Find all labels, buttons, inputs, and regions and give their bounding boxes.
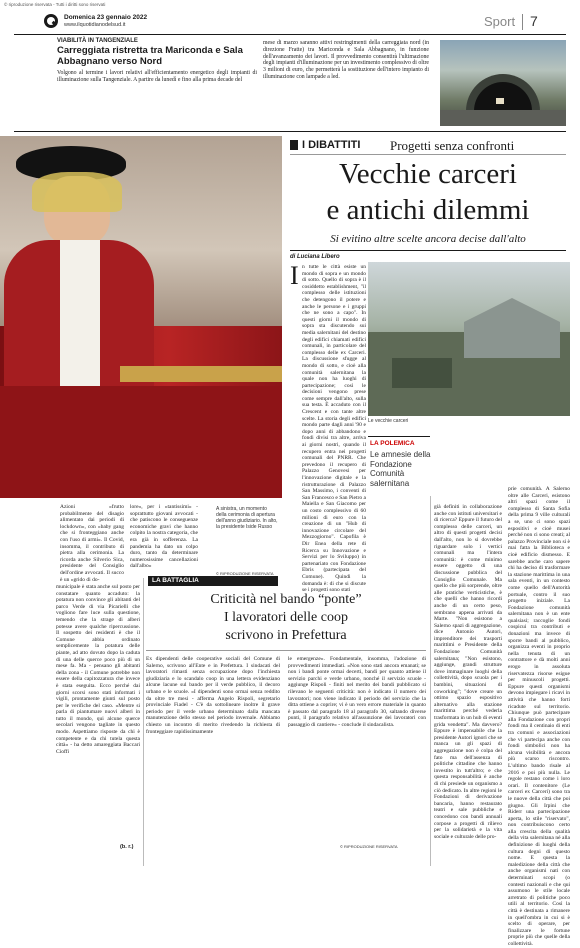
battaglia-col1: Ex dipendenti delle cooperative sociali del Comune di Salerno, scrivono all'Ente e in Prefettura. I sindacati del lavoratori rimasti senza occupazione dopo l'inchiesta giudiziaria e lo scandalo coop in una lettera evidenziano alcune lacune sul bando per il verde pubblico, il decoro urbano e le scuole. «I dipendenti sono ormai senza reddito da oltre tre mesi - afferma Angelo Rispoli, segretario provinciale Fiadel - C'è da sottolineare inoltre il grave periodo per il verde urbano determinato dalla mancata manutenzione dello stesso nel periodo invernale. Abbiamo chiesto un incontro di merito rivedendo la richiesta di fronteggiare rapidissimamente [146,656,280,735]
battaglia-headline-line2: I lavoratori delle coop [223,610,348,625]
masthead-divider [522,14,523,30]
polemica-text: Le amnesie della Fondazione Comunità salernitana [370,450,431,488]
page-number: 7 [530,13,538,29]
battaglia-signature: (b. r.) [120,844,134,850]
photo-caption: A sinistra, un momento della cerimonia di apertura dell'anno giudiziario. In alto, la presidente Iside Russo [216,506,278,530]
left-story-copyright: © RIPRODUZIONE RISERVATA [216,571,274,576]
top-article-rule [14,131,566,132]
battaglia-headline-line1: Criticità nel bando “ponte” [210,592,362,607]
issue-date: Domenica 23 gennaio 2022 [64,14,148,21]
dibattiti-kicker: Progetti senza confronti [390,138,515,153]
left-story-col2: lore», per i «tantissimi» - soprattutto giovani avvocati - che patiscono le conseguenze economiche gravi che hanno colpito la nostra categoria, che era già in sofferenza. La pandemia ha dato un colpo duro, tanto da determinare numerosissime cancellazioni dall'albo» [130,504,198,570]
battaglia-kicker: LA BATTAGLIA [152,577,199,584]
tunnel-photo [440,40,566,126]
byline: di Luciana Libero [290,254,340,260]
battaglia-left-column: municipale è stata anche sul posto per constatare quanto accaduto: la potatura non convince gli abitanti del parco Verde di via Picarielli che vogliono fare luce sulla questione, temendo che la strage di alberi potesse avere qualche ripercussione. Il sospetto dei residenti è che il Comune abbia ordinato semplicemente la potatura delle piante, ad atto dovuto dopo la caduta di una delle querce poco più di un mese fa. Ma - pensano gli abitanti della zona - il Comune potrebbe non essere della capitozzatura che invece è stata eseguita. Ecco perché dai giorni scorsi sono stati informati i vigili, prontamente giunti sul posto per le verifiche del caso. «Mentre si parla di piantumare nuovi alberi in tutto il mondo, qui alcune querce secolari vengono tagliate in questo modo. Aspettiamo risposte da chi è competente e da chi tutela questa città» - ha detto amareggiata Baccari Cioffi [56,584,140,755]
subhead-rule [290,250,566,251]
dibattiti-col-c: prie comunità. A Salerno oltre alle Carceri, esistono altri spazi come il complesso di Santa Sofia della prima 9 ville culturali a se, uno ci sono spazi espositivi e cioè musei perché non ci sono creati; al palazzo Provinciale non si è mai fatta la Biblioteca e cioè edificio dismesso. E sarebbe anche caro sapere chi ha deciso di trasformare la stazione marittima in una sala eventi, in un contesto come quello dell'Autorità portuale, contro il suo progetto iniziale. La Fondazione comunità salernitana non è un ente qualsiasi; raccoglie fondi cospicui tra contributi e donazioni ma invece di sporre bandi al pubblico, organizza eventi in proprio nella tenuta di un contrattore e dà molti anni erogo in assoluta riservatezza risorse esigue per minuscoli progetti. Eppure questi organismi devono impiegare i ricavi in attività che hanno forti ricadute sul territorio. Chiunque può partecipare alla Fondazione con propri fondi ma il centinaio di enti tra comuni e associazioni che vi partecipa anche con fondi simbolici non ha alcuna visibilità e ancora più scarso riscontro. L'ultimo bando risale al 2016 e poi più nulla. Le regole restano come i loro orari. Il contenitore (Le carceri ex Carceri) sono tra le nuove della città che poi giugno. Gli Irpini che Riderr una partecipazione aperta, lo stile "riservato", non contribuiscono certo alla crescita della qualità della vita salernitana né alla definizione di luoghi della cultura degni di questo nome. E questa la maledizione della città che anche organismi nati con determinati scopi (o contesti nazionali e che qui assumono le stile locale arretrato di politiche poco utili al territorio. Così la città è destinata a rimanere in quell'ombra in cui si è scelto di operare, per finalizzare le fortune proprie più che quelle della collettività. [508,486,571,947]
column-divider [430,496,431,866]
polemica-rule [368,436,430,437]
battaglia-headline-line3: scrivono in Prefettura [225,628,347,643]
dibattiti-section: I DIBATTITI [302,139,361,151]
prison-photo-caption: Le vecchie carceri [368,418,409,424]
dibattiti-col-a: n tutte le città esiste un mondo di sopra e un mondo di sotto. Quello di sopra è il cosiddetto establishment, "il complesso delle istituzioni che detengono il potere e anche le persone e i gruppi che ne sono a capo". In questi giorni il mondo di sopra sta discutendo sui media salernitani del destino degli edifici chiamati edifici comunali, in particolare del complesso delle ex Carceri. La discussione sfugge al mondo di sotto, e cioè alla comunità salernitana la quale non ha luoghi di partecipazione; così le decisioni vengono prese come sempre dall'alto, sulla sua testa. È accaduto con il Crescent e con tante altre scelte. La storia degli edifici mondo parte dagli anni '90 e dopo anni di abbandono e fondi divisi tra altre, arriva ai giorni nostri, quando il recupero entra nei progetti comunali del PNRR. Che prevedono il recupero di Palazzo Genovesi per l'innovazione digitale e la ristrutturazione di Palazzo San Massimo, i conventi di San Francesco e San Pietro a Maiella e San Giacomo per un costo complessivo di 60 milioni di euro con la creazione di un "Hub di innovazione circolare del Mezzogiorno". Capofila è Dir Enea della rete di Ricerca su Innovazione e Servizi per lo Sviluppo) in partenariato con Fondazione Ebris (partecipata del Comune). Quindi la domanda è: di che si discute se i progetti sono stati [302,264,366,594]
dibattiti-rule [290,154,566,155]
section-label: Sport [484,14,516,29]
dibattiti-subhead: Si evitino altre scelte ancora decise dall'alto [330,233,526,245]
top-article-headline: Carreggiata ristretta tra Mariconda e Sala Abbagnano verso Nord [57,45,243,67]
dibattiti-col-b: già definiti in collaborazione anche con istituti universitari e di ricerca? Eppure il futuro del complesso delle carceri, un altro di questi progetti decisi dall'alto, non lo si dovrebbe riguardare solo i vertici comunali ma l'intera comunità: è come minimo essere oggetto di una discussione pubblica del Consiglio Comunale. Ma quello che più sorprende, oltre alle pratiche verticistiche, è che quelli che hanno ricordi anche di un certo peso, sembrano appena arrivati da Marte. "Non esistono a Salerno spazi di aggregazione, dice Antonio Autori, imprenditore dei trasporti marittimi e Presidente della Fondazione Comunità salernitana; "Non esistono, aggiunge, grandi strutture dove immaginare luoghi della collettività, dopo scuola per i bambini, situazioni di coworking"; "dove creare un ottimo spazio espositivo alternativo alla stazione marittima perché vederla trasformata in un hub di eventi grida vendetta". Ma davvero? Eppure è impensabile che la presidente Autori ignori che se manca un gli spazi di aggregazione non è colpa del fato ma dell'assenza di politiche cittadine che hanno investito in tutt'altro; e che questa responsabilità è anche di chi presiede un organismo a ciò dedicato. In altre regioni le Fondazioni di derivazione bancaria, hanno restaurato teatri e sale pubbliche e concedono con bandi annuali corpose a progetti di rilievo per la solidarietà e la vita sociale e culturale delle pro- [434,504,502,840]
ceremony-photo [0,136,282,498]
battaglia-copyright: © RIPRODUZIONE RISERVATA [340,844,398,849]
battaglia-rule [146,650,426,651]
dibattiti-headline-line1: Vecchie carceri [339,158,517,190]
dibattiti-headline-line2: e antichi dilemmi [326,194,530,226]
top-article-kicker: VIABILITÀ IN TANGENZIALE [57,38,138,44]
left-story-col1: Azioni «frutto probabilmente del disagio alimentato dai periodi di lockdown», con «baby gang che si fronteggiano anche con l'uso di armi». Il Covid, insomma, il contributo di pietra alla cerimonia. La ricorda anche Silverio Sica, presidente del Consiglio dell'ordine avvocati. Il succo è un «grido di do- [60,504,124,583]
battaglia-divider [143,578,144,866]
section-marker [290,140,298,150]
newspaper-logo-icon [44,14,58,28]
rights-notice: © riproduzione riservata - Tutti i diritti sono riservati [4,2,106,7]
polemica-kicker: LA POLEMICA [370,440,415,447]
drop-cap: I [290,261,299,290]
battaglia-col2: le emergenze». Fondamentale, insomma, l'adozione di provvedimenti immediati. «Non sono stati ancora emanati; se non i bandi ponte ormai decerti, bandi per quanto attiene il servizio parchi e verde urbano, nonché il servizio scuole - aggiunge Rispoli - finiti nel merito dei bandi pubblicato si rilevano le seguenti criticità: non è indicato il numero dei lavoratori; non viene indicato il periodo del servizio che la ditta ottiene a coprire; vi è un vero errore materiale in quanto è passato dal paragrafo 18 al paragrafo 30, saltando diverse punti, il paragrafo relativo all'assunzione dei lavoratori con passaggio di cantiere» - conclude il sindacalista. [288,656,426,728]
old-prison-photo [368,262,570,416]
masthead-rule [14,34,566,35]
top-article-body: mese di marzo saranno attivi restringimenti della carreggiata nord (in direzione Fratte) tra Mariconda e Sala Abbagnano, in funzione dell'avanzamento dei lavori. Il provvedimento consentirà l'ultimazione degli impianti d'illuminazione per un investimento complessivo di oltre 3 milioni di euro, che permetterà la sostituzione dell'intero impianto di illuminazione con lampade a led. [263,40,429,80]
top-article-lead: Volgono al termine i lavori relativi all'efficientamento energetico degli impianti di illuminazione sulla Tangenziale. A partire da lunedì e fino alla prima decade del [57,70,257,83]
dibattiti-col-a-continued [368,496,430,566]
website-link[interactable]: www.ilquotidianodelsud.it [64,22,126,28]
